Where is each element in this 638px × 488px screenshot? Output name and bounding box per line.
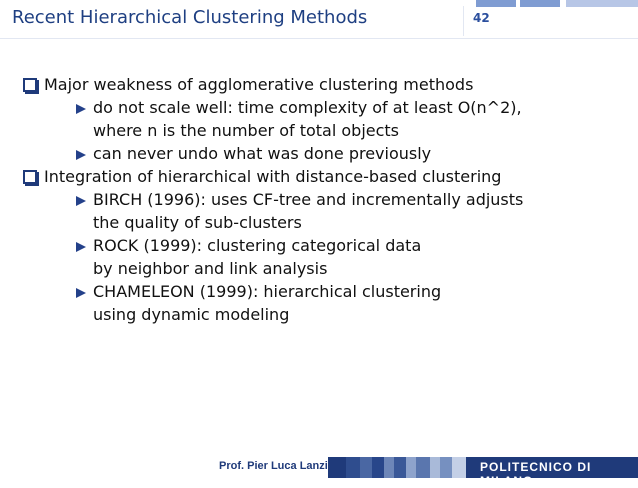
header-deco-bar-3 (566, 0, 638, 7)
footer-deco-block (360, 457, 372, 478)
footer-author: Prof. Pier Luca Lanzi (219, 460, 328, 472)
slide-title: Recent Hierarchical Clustering Methods (12, 7, 368, 28)
bullet-item (20, 73, 630, 96)
sub-bullet-line: do not scale well: time complexity of at least O(n^2), (93, 98, 522, 117)
sub-bullet-item (20, 96, 630, 142)
footer-deco-block (328, 457, 346, 478)
sub-bullet-line: where n is the number of total objects (93, 121, 400, 140)
header-deco-bar-2 (520, 0, 560, 7)
sub-bullet-line: using dynamic modeling (93, 305, 290, 324)
header-deco-bar-1 (476, 0, 516, 7)
sub-bullet-line: can never undo what was done previously (93, 144, 432, 163)
sub-bullet-item (20, 142, 630, 165)
page-number: 42 (473, 11, 490, 25)
arrow-bullet-icon (76, 288, 86, 298)
sub-bullet-line: BIRCH (1996): uses CF-tree and incrementally adjusts (93, 190, 524, 209)
sub-bullet-item (20, 234, 630, 280)
footer-deco-block (452, 457, 466, 478)
sub-bullet-item (20, 188, 630, 234)
footer-deco-block (416, 457, 430, 478)
sub-bullet-line: ROCK (1999): clustering categorical data (93, 236, 422, 255)
footer-deco-block (372, 457, 384, 478)
footer-deco-block (384, 457, 394, 478)
arrow-bullet-icon (76, 242, 86, 252)
sub-bullet-item (20, 280, 630, 326)
bullet-item (20, 165, 630, 188)
sub-bullet-line: the quality of sub-clusters (93, 213, 302, 232)
checkbox-bullet-icon (23, 170, 37, 184)
footer-deco-block (406, 457, 416, 478)
header-separator (463, 6, 464, 36)
sub-bullet-line: CHAMELEON (1999): hierarchical clustering (93, 282, 442, 301)
bullet-text: Major weakness of agglomerative clustering methods (44, 75, 474, 94)
bullet-text: Integration of hierarchical with distance-based clustering (44, 167, 502, 186)
footer-deco-block (346, 457, 360, 478)
arrow-bullet-icon (76, 150, 86, 160)
footer-brand: POLITECNICO DI MILANO (480, 460, 592, 488)
footer-deco-block (430, 457, 440, 478)
sub-bullet-line: by neighbor and link analysis (93, 259, 328, 278)
footer-deco-block (440, 457, 452, 478)
bullet-list (20, 73, 630, 326)
arrow-bullet-icon (76, 104, 86, 114)
arrow-bullet-icon (76, 196, 86, 206)
checkbox-bullet-icon (23, 78, 37, 92)
footer-deco-block (394, 457, 406, 478)
header-rule (0, 38, 638, 39)
footer (0, 457, 638, 488)
